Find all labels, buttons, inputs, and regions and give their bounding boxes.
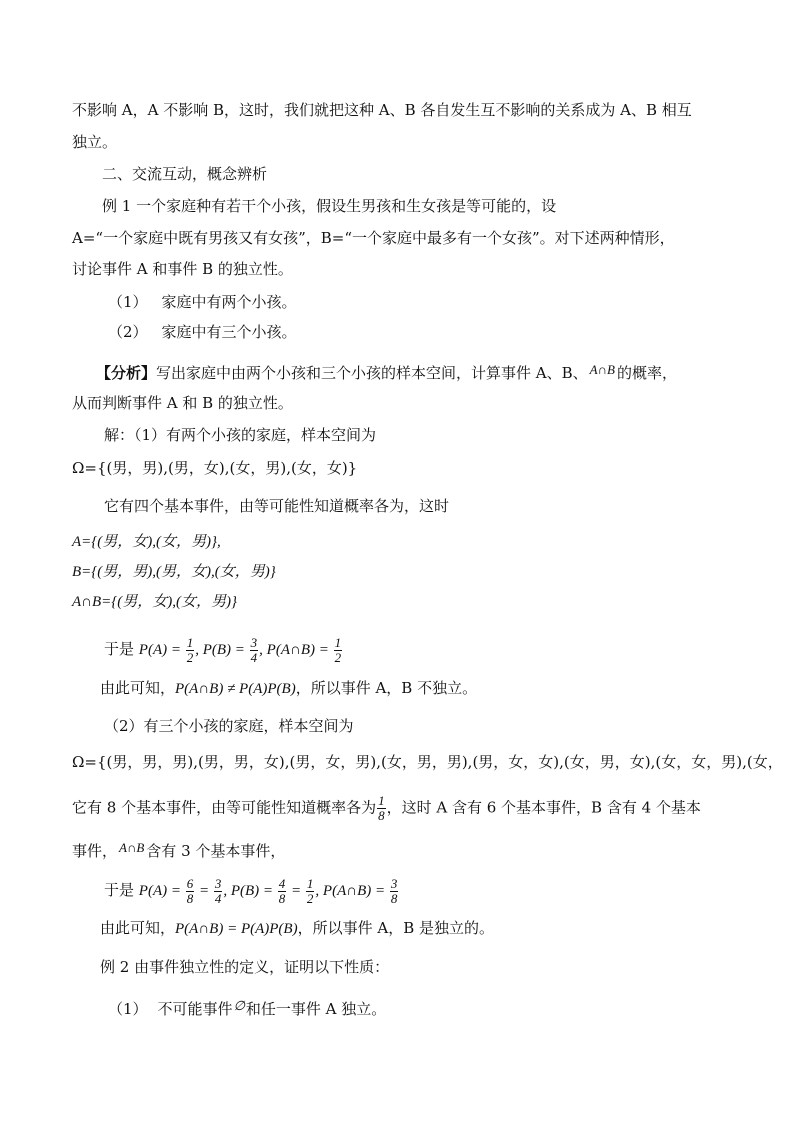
set-B: B={(男，男),(男，女),(女，男)} — [72, 564, 276, 580]
analysis-text-end: 的概率， — [616, 364, 677, 382]
math-a-cap-b: A∩B — [119, 840, 145, 855]
case-text: 家庭中有两个小孩。 — [161, 293, 297, 311]
yushi-label: 于是 — [104, 880, 135, 899]
solution2-probabilities — [104, 877, 399, 906]
solution1-basic-events: 它有四个基本事件，由等可能性知道概率各为，这时 — [104, 497, 450, 515]
analysis-line2: 从而判断事件 A 和 B 的独立性。 — [72, 394, 293, 412]
section-heading: 二、交流互动，概念辨析 — [102, 165, 268, 183]
case-number: （1） — [108, 293, 148, 311]
fraction-one-eighth: $\frac{1}{8}$ — [378, 793, 385, 823]
equality-formula: P(A∩B) = P(A)P(B) — [175, 921, 298, 937]
para1-line1: 不影响 A，A 不影响 B，这时，我们就把这种 A、B 各自发生互不影响的关系成为 A、B 相互 — [72, 101, 692, 119]
example1-case2 — [108, 322, 297, 342]
example1-line1: 例 1 一个家庭种有若干个小孩，假设生男孩和生女孩是等可能的，设 — [102, 197, 557, 215]
example2-case1: （1） 不可能事件∅和任一事件 A 独立。 — [108, 998, 387, 1018]
solution2-sample-space: Ω={(男，男，男),(男，男，女),(男，女，男),(女，男，男),(男，女，女),(女，男，女),(女，女，男),(女， — [72, 753, 783, 771]
example1-case1 — [108, 292, 297, 312]
solution1-probabilities — [104, 636, 343, 665]
yushi-label: 于是 — [104, 639, 135, 658]
solution1-sample-space: Ω={(男，男),(男，女),(女，男),(女，女)} — [72, 459, 358, 477]
solution2-line1: 它有 8 个基本事件，由等可能性知道概率各为 $\frac{1}{8}$ ，这时 A 含有 6 个基本事件，B 含有 4 个基本 — [72, 793, 701, 823]
solution2-intro: （2）有三个小孩的家庭，样本空间为 — [104, 717, 354, 735]
analysis-line1 — [96, 360, 677, 383]
set-A: A={(男，女),(女，男)}, — [72, 534, 221, 550]
solution1-intro: 解：（1）有两个小孩的家庭，样本空间为 — [104, 426, 377, 444]
math-a-cap-b: A∩B — [589, 362, 615, 377]
analysis-text: 写出家庭中由两个小孩和三个小孩的样本空间，计算事件 A、B、 — [156, 364, 588, 382]
solution2-line2: 事件， A∩B 含有 3 个基本事件， — [72, 840, 286, 860]
empty-set-symbol: ∅ — [233, 998, 245, 1013]
case-number: （2） — [108, 323, 148, 341]
analysis-label: 【分析】 — [96, 364, 157, 382]
example1-line2: A=“一个家庭中既有男孩又有女孩”，B=“一个家庭中最多有一个女孩”。对下述两种情形， — [72, 229, 675, 247]
para1-line2: 独立。 — [72, 133, 118, 151]
solution1-conclusion: 由此可知，P(A∩B) ≠ P(A)P(B)，所以事件 A，B 不独立。 — [100, 679, 478, 697]
example2-line1: 例 2 由事件独立性的定义，证明以下性质： — [100, 958, 390, 976]
probability-formula: P(A) = $\frac{6}{8}$ = $\frac{3}{4}$ , P(B) = $\frac{4}{8}$ = $\frac{1}{2}$ , P(A∩B) = $\frac{3}{8}$ — [138, 876, 398, 906]
case-text: 家庭中有三个小孩。 — [161, 323, 297, 341]
solution2-conclusion: 由此可知，P(A∩B) = P(A)P(B)，所以事件 A，B 是独立的。 — [100, 919, 494, 937]
probability-formula: P(A) = $\frac{1}{2}$ , P(B) = $\frac{3}{4}$ , P(A∩B) = $\frac{1}{2}$ — [138, 635, 342, 665]
set-A-cap-B: A∩B={(男，女),(女，男)} — [72, 594, 238, 610]
example1-line3: 讨论事件 A 和事件 B 的独立性。 — [72, 260, 293, 278]
inequality-formula: P(A∩B) ≠ P(A)P(B) — [175, 681, 296, 697]
